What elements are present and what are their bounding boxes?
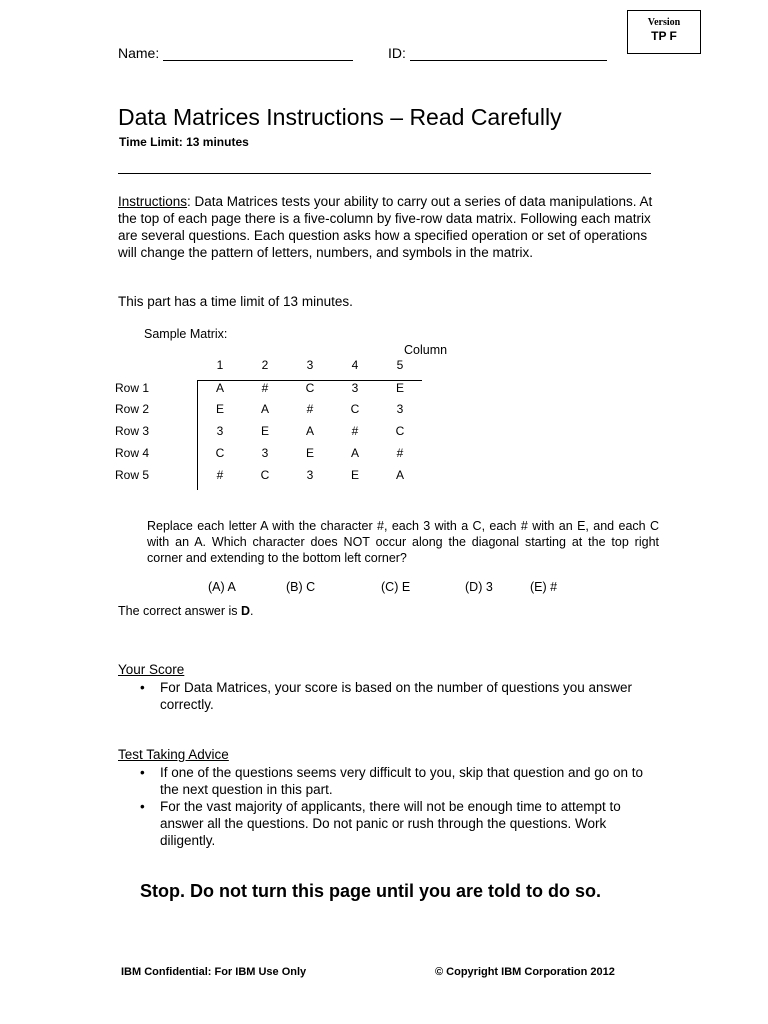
instructions-paragraph <box>118 193 658 261</box>
instructions-heading: Instructions <box>118 194 188 209</box>
answer-choice-c: (C) E <box>381 580 411 594</box>
matrix-cell: A <box>395 468 404 482</box>
advice-heading: Test Taking Advice <box>118 747 229 762</box>
footer-confidential: IBM Confidential: For IBM Use Only <box>121 966 307 978</box>
column-header: 1 <box>216 358 224 372</box>
row-label: Row 4 <box>115 446 150 460</box>
id-field[interactable] <box>410 60 607 61</box>
column-label: Column <box>404 343 448 357</box>
id-label: ID: <box>388 45 406 61</box>
column-header: 5 <box>396 358 404 372</box>
time-limit: Time Limit: 13 minutes <box>119 135 249 149</box>
matrix-cell: C <box>350 402 360 416</box>
answer-choice-a: (A) A <box>208 580 236 594</box>
matrix-cell: 3 <box>261 446 269 460</box>
matrix-cell: 3 <box>306 468 314 482</box>
bullet-icon: • <box>140 799 145 814</box>
matrix-cell: C <box>395 424 405 438</box>
matrix-cell: C <box>305 381 315 395</box>
column-header: 2 <box>261 358 269 372</box>
footer-copyright: © Copyright IBM Corporation 2012 <box>435 966 615 978</box>
score-heading: Your Score <box>118 662 185 677</box>
answer-choice-e: (E) # <box>530 580 558 594</box>
bullet-icon: • <box>140 680 145 695</box>
matrix-cell: 3 <box>396 402 404 416</box>
matrix-cell: A <box>260 402 269 416</box>
sample-question: Replace each letter A with the character #, each 3 with a C, each # with an E, and each C with an A. Which character does NOT occur along the diagonal starting at the top right corner and extending to the bottom left corner? <box>147 519 659 565</box>
stop-notice: Stop. Do not turn this page until you are told to do so. <box>140 881 601 901</box>
answer-letter: D <box>240 604 250 618</box>
answer-choice-b: (B) C <box>286 580 316 594</box>
matrix-cell: C <box>260 468 270 482</box>
bullet-icon: • <box>140 765 145 780</box>
correct-answer <box>118 603 253 619</box>
advice-bullet: If one of the questions seems very difficult to you, skip that question and go on to the next question in this part. <box>160 765 644 797</box>
matrix-cell: E <box>260 424 269 438</box>
matrix-cell: E <box>305 446 314 460</box>
answer-choice-d: (D) 3 <box>465 580 493 594</box>
instructions-text: : Data Matrices tests your ability to carry out a series of data manipulations. At the top of each page there is a five-column by five-row data matrix. Following each matrix are several questions. Each question asks how a specified operation or set of operations will change the pattern of letters, numbers, and symbols in the matrix. <box>118 194 653 260</box>
answer-prefix: The correct answer is <box>118 604 241 618</box>
matrix-cell: A <box>305 424 314 438</box>
matrix-cell: 3 <box>216 424 224 438</box>
matrix-cell: E <box>395 381 404 395</box>
version-value: TP F <box>651 29 677 43</box>
sample-matrix-label: Sample Matrix: <box>144 327 228 341</box>
row-label: Row 1 <box>115 381 150 395</box>
matrix-cell: # <box>396 446 404 460</box>
score-bullet: For Data Matrices, your score is based on the number of questions you answer correctly. <box>160 680 632 712</box>
answer-suffix: . <box>250 604 254 618</box>
name-label: Name: <box>118 45 160 61</box>
matrix-cell: A <box>350 446 359 460</box>
matrix-cell: A <box>215 381 224 395</box>
matrix-cell: # <box>261 381 269 395</box>
matrix-cell: # <box>351 424 359 438</box>
divider-rule <box>118 173 651 174</box>
page-title: Data Matrices Instructions – Read Carefully <box>118 104 562 130</box>
version-label: Version <box>647 17 681 28</box>
version-box <box>627 10 701 54</box>
name-field[interactable] <box>163 60 353 61</box>
matrix-cell: # <box>216 468 224 482</box>
matrix-cell: C <box>215 446 225 460</box>
matrix-cell: E <box>215 402 224 416</box>
time-note: This part has a time limit of 13 minutes. <box>118 294 353 309</box>
matrix-cell: # <box>306 402 314 416</box>
matrix-cell: E <box>350 468 359 482</box>
advice-bullet: For the vast majority of applicants, there will not be enough time to attempt to answer all the questions. Do not panic or rush through the questions. Work diligently. <box>160 799 621 848</box>
row-label: Row 5 <box>115 468 150 482</box>
matrix-left-border <box>197 380 198 490</box>
row-label: Row 3 <box>115 424 150 438</box>
row-label: Row 2 <box>115 402 150 416</box>
column-header: 4 <box>351 358 359 372</box>
matrix-cell: 3 <box>351 381 359 395</box>
column-header: 3 <box>306 358 314 372</box>
